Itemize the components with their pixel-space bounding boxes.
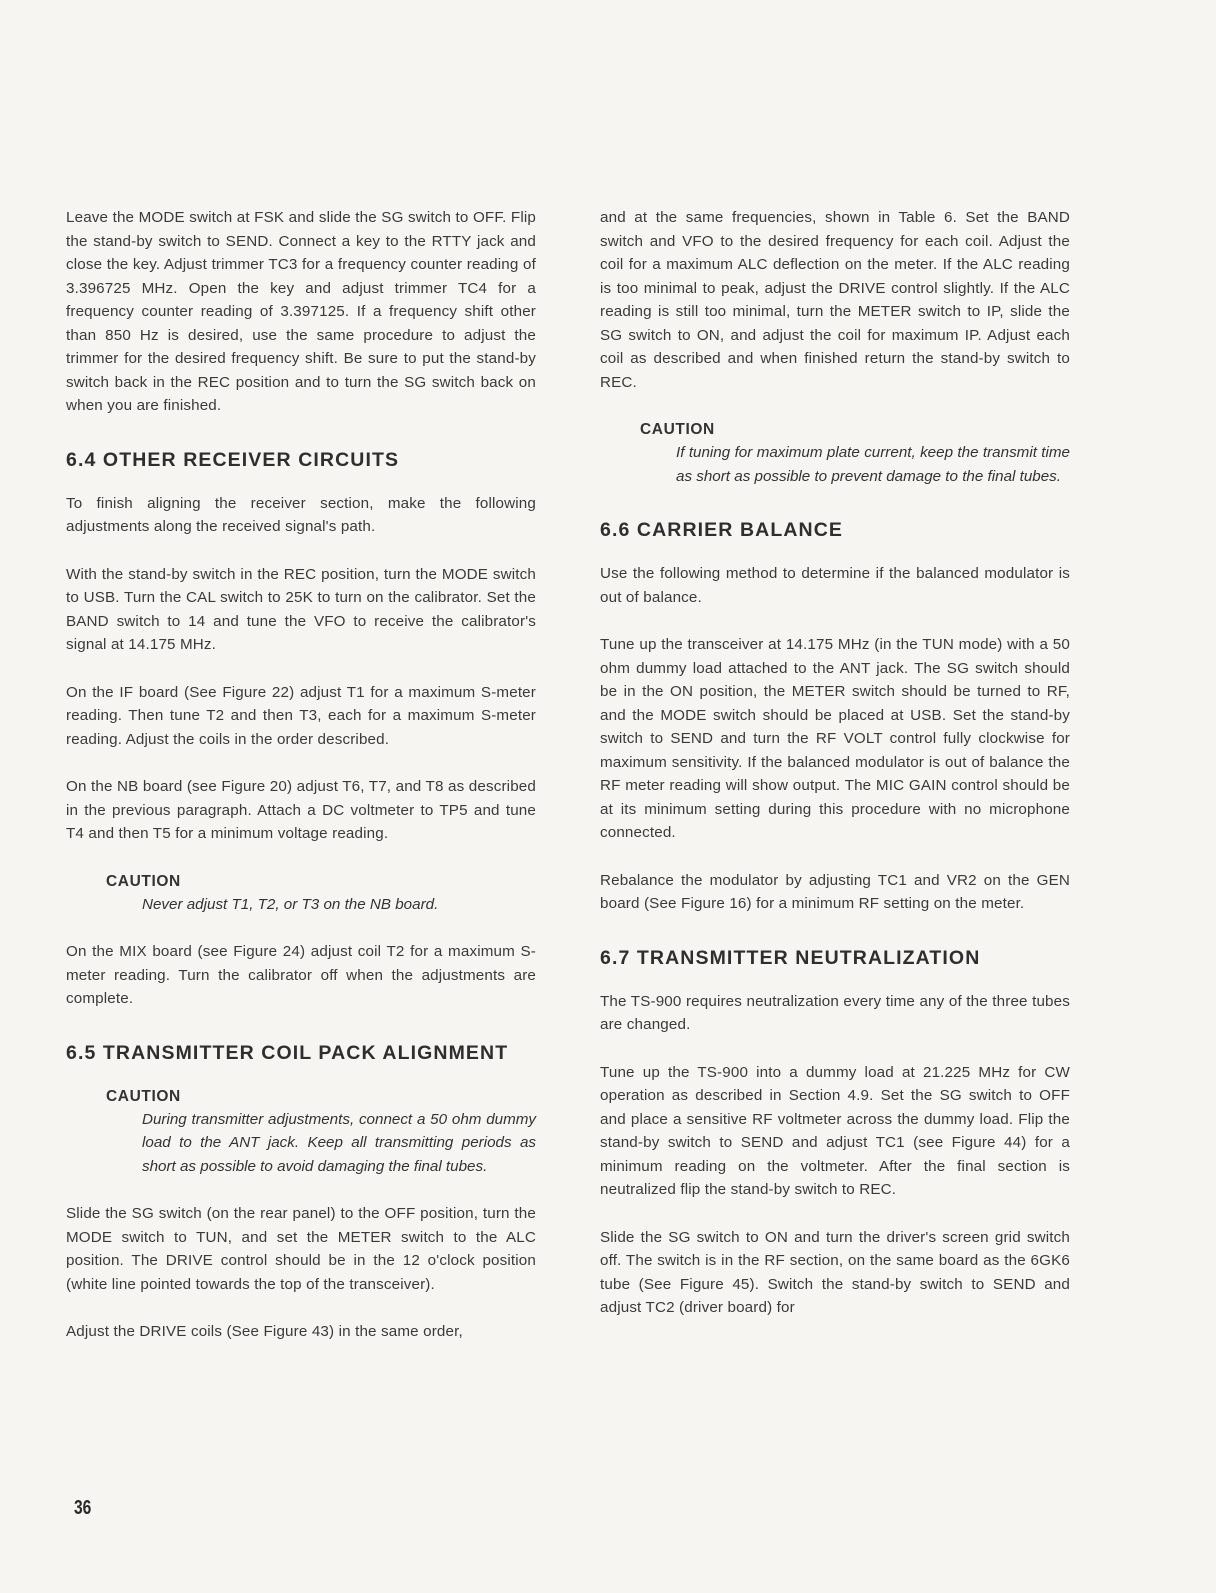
paragraph: To finish aligning the receiver section, make the following adjustments along the received signal's path. bbox=[66, 494, 536, 535]
paragraph: Slide the SG switch to ON and turn the driver's screen grid switch off. The switch is in the RF section, on the same board as the 6GK6 tube (See Figure 45). Switch the stand-by switch to SEND and adjust TC2 (driver board) for bbox=[600, 1228, 1070, 1316]
page-number: 36 bbox=[74, 1497, 92, 1519]
paragraph: Tune up the transceiver at 14.175 MHz (in the TUN mode) with a 50 ohm dummy load attached to the ANT jack. The SG switch should be in the ON position, the METER switch should be turned to RF, and the MODE switch should be placed at USB. Set the stand-by switch to SEND and turn the RF VOLT control fully clockwise for maximum sensitivity. If the balanced modulator is out of balance the RF meter reading will show output. The MIC GAIN control should be at its minimum setting during this procedure with no microphone connected. bbox=[600, 636, 1070, 841]
caution-title: CAUTION bbox=[106, 872, 181, 890]
caution-title: CAUTION bbox=[106, 1087, 181, 1105]
caution-note bbox=[106, 1085, 536, 1179]
paragraph: and at the same frequencies, shown in Table 6. Set the BAND switch and VFO to the desired frequency for each coil. Adjust the coil for a maximum ALC deflection on the meter. If the ALC reading is too minimal to peak, adjust the DRIVE control slightly. If the ALC reading is still too minimal, turn the METER switch to IP, slide the SG switch to ON, and adjust the coil for maximum IP. Adjust each coil as described and when finished return the stand-by switch to REC. bbox=[600, 209, 1070, 391]
caution-text: During transmitter adjustments, connect a 50 ohm dummy load to the ANT jack. Keep all transmitting periods as short as possible to avoid damaging the final tubes. bbox=[142, 1110, 536, 1175]
paragraph: Adjust the DRIVE coils (See Figure 43) in the same order, bbox=[66, 1323, 463, 1340]
paragraph: Rebalance the modulator by adjusting TC1 and VR2 on the GEN board (See Figure 16) for a minimum RF setting on the meter. bbox=[600, 871, 1070, 912]
paragraph: The TS-900 requires neutralization every time any of the three tubes are changed. bbox=[600, 992, 1070, 1033]
paragraph: Leave the MODE switch at FSK and slide the SG switch to OFF. Flip the stand-by switch to SEND. Connect a key to the RTTY jack and close the key. Adjust trimmer TC3 for a frequency counter reading of 3.396725 MHz. Open the key and adjust trimmer TC4 for a frequency counter reading of 3.397125. If a frequency shift other than 850 Hz is desired, use the same procedure to adjust the trimmer for the desired frequency shift. Be sure to put the stand-by switch back in the REC position and to turn the SG switch back on when you are finished. bbox=[66, 209, 536, 414]
caution-note bbox=[640, 418, 1070, 488]
caution-note bbox=[106, 870, 536, 917]
paragraph: On the MIX board (see Figure 24) adjust coil T2 for a maximum S-meter reading. Turn the calibrator off when the adjustments are complete. bbox=[66, 943, 536, 1007]
section-heading-6-5: 6.5 TRANSMITTER COIL PACK ALIGNMENT bbox=[66, 1041, 509, 1064]
paragraph: Slide the SG switch (on the rear panel) to the OFF position, turn the MODE switch to TUN, and set the METER switch to the ALC position. The DRIVE control should be in the 12 o'clock position (white line pointed towards the top of the transceiver). bbox=[66, 1205, 536, 1293]
section-heading-6-4: 6.4 OTHER RECEIVER CIRCUITS bbox=[66, 448, 400, 471]
paragraph: On the NB board (see Figure 20) adjust T6, T7, and T8 as described in the previous paragraph. Attach a DC voltmeter to TP5 and tune T4 and then T5 for a minimum voltage reading. bbox=[66, 778, 536, 842]
paragraph: Use the following method to determine if the balanced modulator is out of balance. bbox=[600, 565, 1070, 606]
paragraph: On the IF board (See Figure 22) adjust T1 for a maximum S-meter reading. Then tune T2 and then T3, each for a maximum S-meter reading. Adjust the coils in the order described. bbox=[66, 683, 536, 748]
paragraph: With the stand-by switch in the REC position, turn the MODE switch to USB. Turn the CAL switch to 25K to turn on the calibrator. Set the BAND switch to 14 and tune the VFO to receive the calibrator's signal at 14.175 MHz. bbox=[66, 565, 536, 653]
caution-title: CAUTION bbox=[640, 421, 715, 438]
caution-text: If tuning for maximum plate current, keep the transmit time as short as possible to prevent damage to the final tubes. bbox=[676, 444, 1070, 485]
section-heading-6-6: 6.6 CARRIER BALANCE bbox=[600, 519, 844, 541]
caution-text: Never adjust T1, T2, or T3 on the NB board. bbox=[142, 895, 439, 913]
right-column bbox=[600, 206, 1070, 1344]
left-column bbox=[66, 206, 536, 1368]
section-heading-6-7: 6.7 TRANSMITTER NEUTRALIZATION bbox=[600, 946, 981, 969]
paragraph: Tune up the TS-900 into a dummy load at 21.225 MHz for CW operation as described in Section 4.9. Set the SG switch to OFF and place a sensitive RF voltmeter across the dummy load. Flip the stand-by switch to SEND and adjust TC1 (see Figure 44) for a minimum reading on the voltmeter. After the final section is neutralized flip the stand-by switch to REC. bbox=[600, 1063, 1070, 1198]
